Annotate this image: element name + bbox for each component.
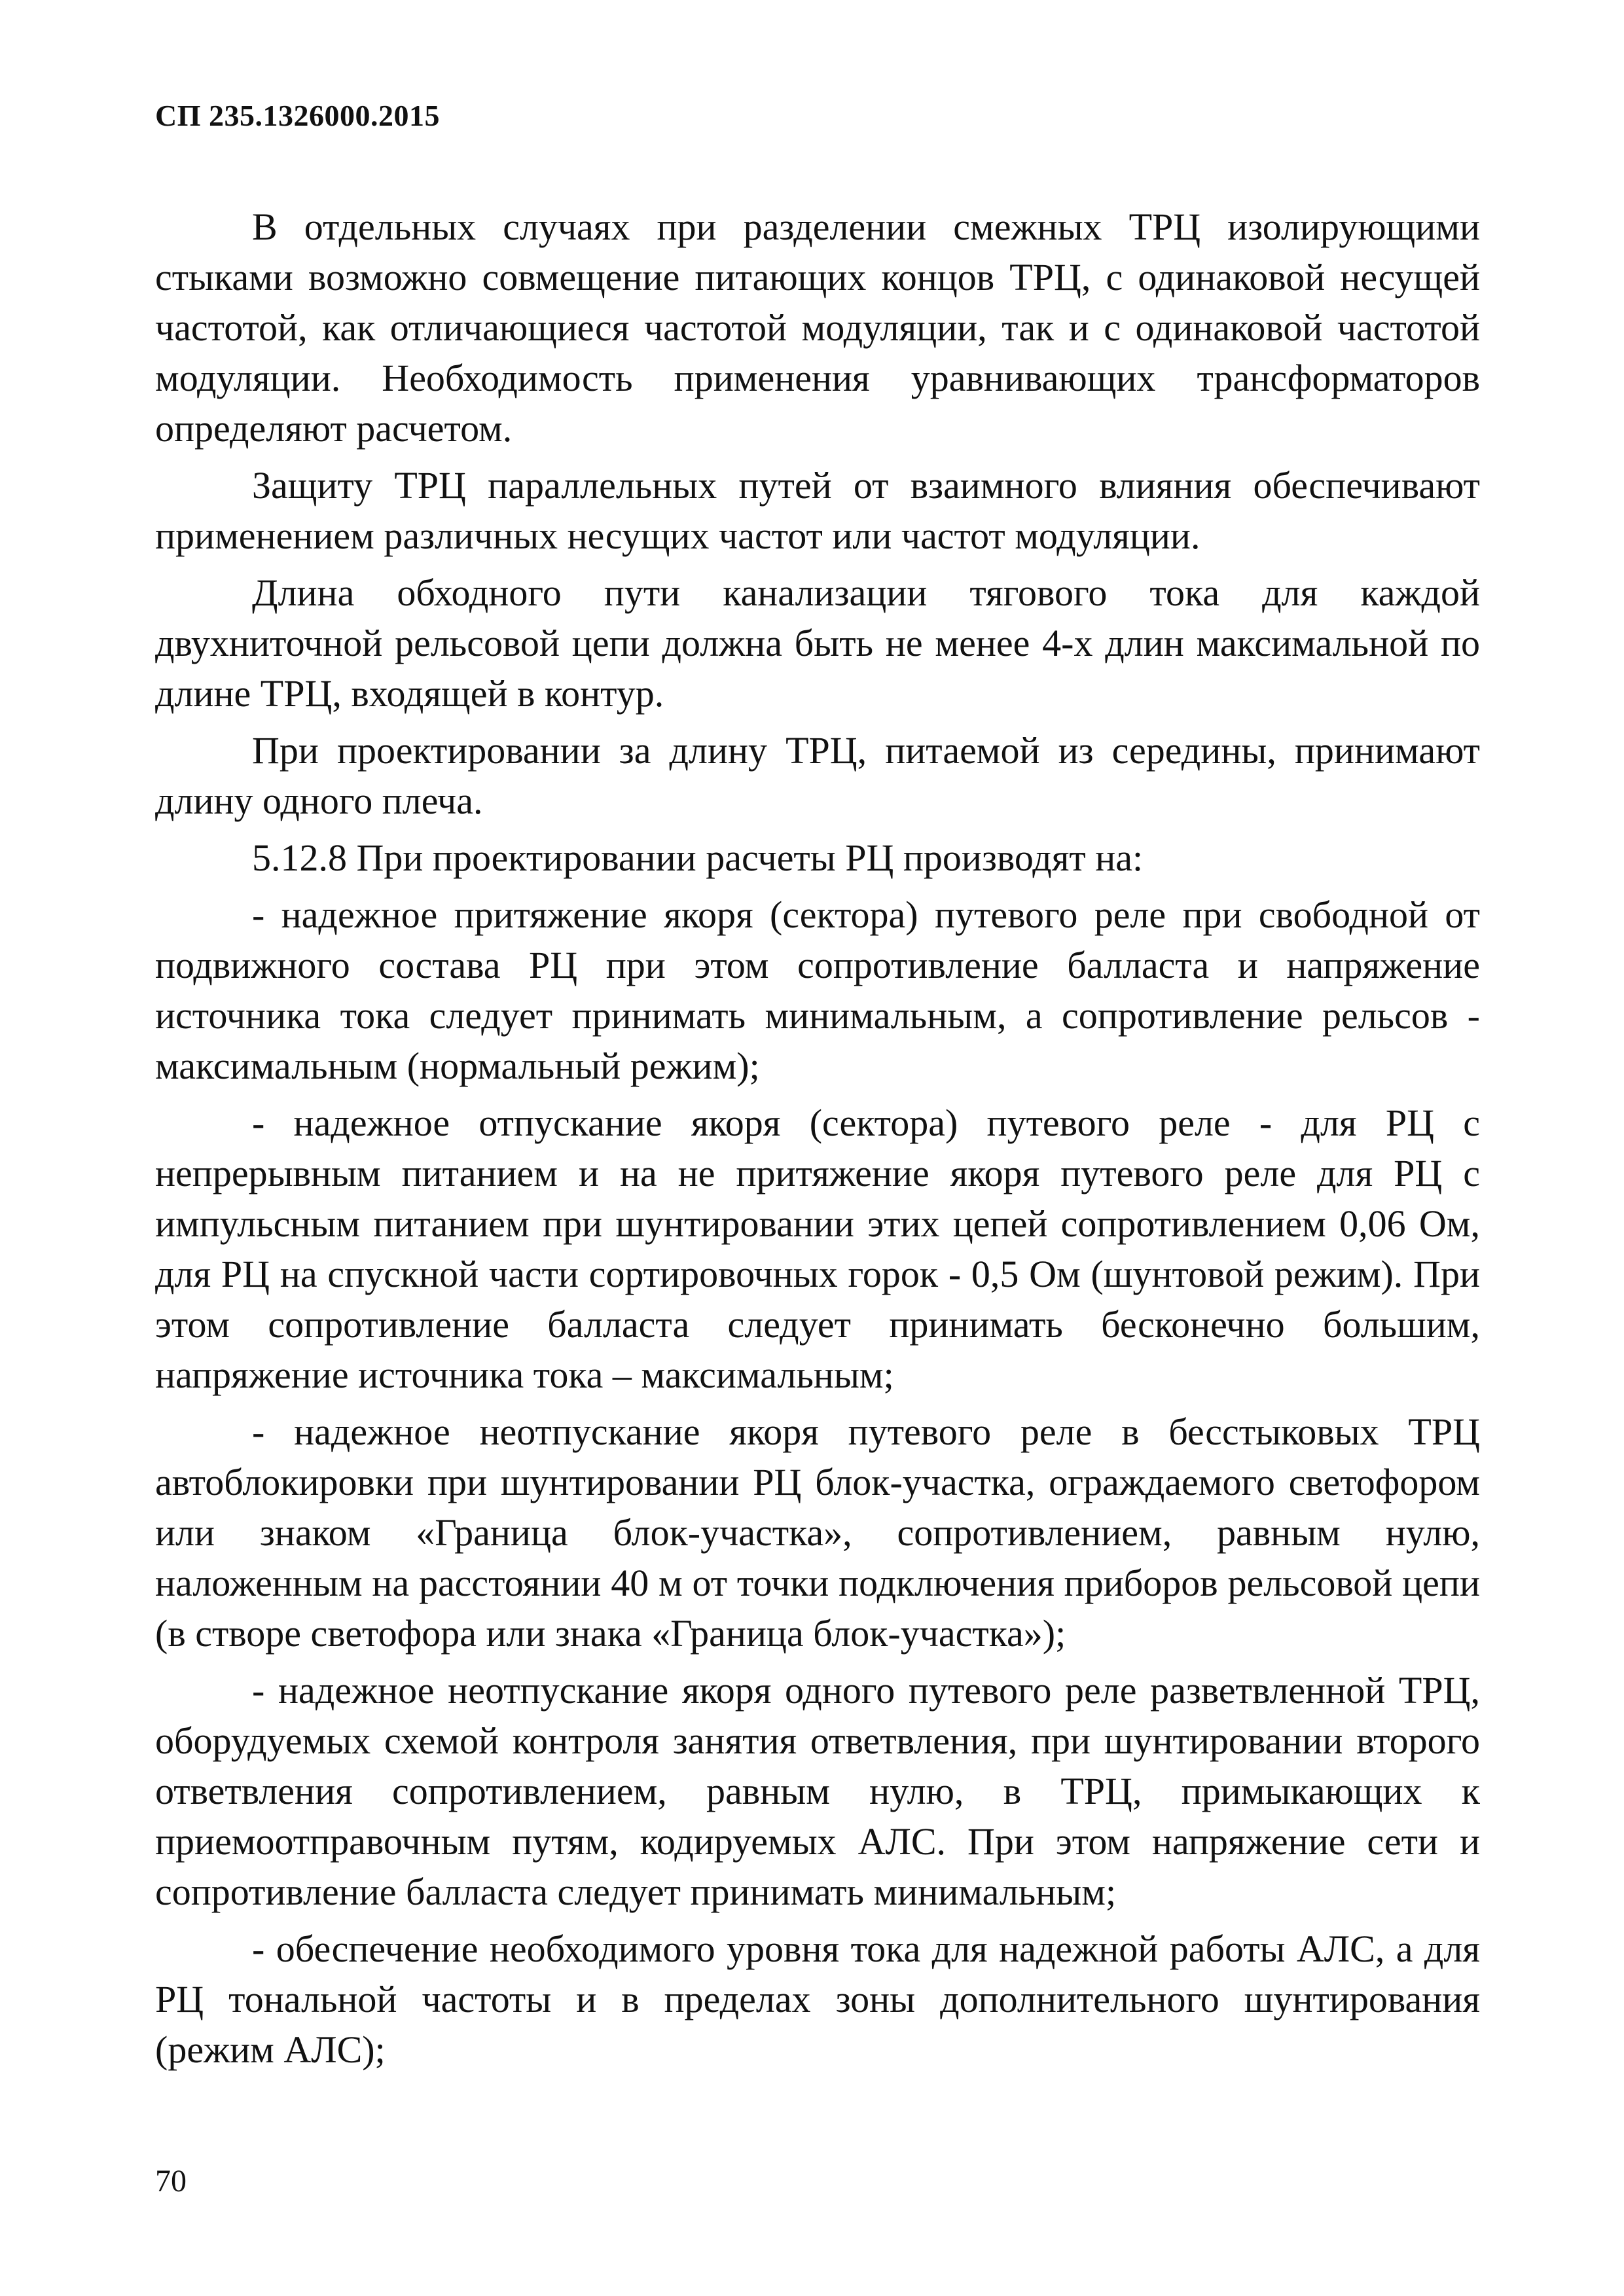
- paragraph-trc-joint-feeding: В отдельных случаях при разделении смежных ТРЦ изолирующими стыками возможно совмещение питающих концов ТРЦ, с одинаковой несущей частотой, как отличающиеся частотой модуляции, так и с одинаковой частотой модуляции. Необходимость применения уравнивающих трансформаторов определяют расчетом.: [155, 206, 1480, 450]
- document-code-header: СП 235.1326000.2015: [155, 99, 440, 132]
- paragraph-parallel-tracks-protection: Защиту ТРЦ параллельных путей от взаимного влияния обеспечивают применением различных несущих частот или частот модуляции.: [155, 464, 1480, 557]
- document-body: [155, 202, 1480, 2081]
- list-item-jointless-trc: - надежное неотпускание якоря путевого реле в бесстыковых ТРЦ автоблокировки при шунтировании РЦ блок-участка, ограждаемого светофором или знаком «Граница блок-участка», сопротивлением, равным нулю, наложенным на расстоянии 40 м от точки подключения приборов рельсовой цепи (в створе светофора или знака «Граница блок-участка»);: [155, 1410, 1480, 1655]
- paragraph-center-fed-length: При проектировании за длину ТРЦ, питаемой из середины, принимают длину одного плеча.: [155, 729, 1480, 822]
- paragraph-section-5-12-8: 5.12.8 При проектировании расчеты РЦ производят на:: [252, 836, 1144, 879]
- list-item-shunt-mode: - надежное отпускание якоря (сектора) путевого реле - для РЦ с непрерывным питанием и на не притяжение якоря путевого реле для РЦ с импульсным питанием при шунтировании этих цепей сопротивлением 0,06 Ом, для РЦ на спускной части сортировочных горок - 0,5 Ом (шунтовой режим). При этом сопротивление балласта следует принимать бесконечно большим, напряжение источника тока – максимальным;: [155, 1102, 1480, 1396]
- paragraph-bypass-path-length: Длина обходного пути канализации тягового тока для каждой двухниточной рельсовой цепи должна быть не менее 4-х длин максимальной по длине ТРЦ, входящей в контур.: [155, 571, 1480, 715]
- list-item-branched-trc: - надежное неотпускание якоря одного путевого реле разветвленной ТРЦ, оборудуемых схемой контроля занятия ответвления, при шунтировании второго ответвления сопротивлением, равным нулю, в ТРЦ, примыкающих к приемоотправочным путям, кодируемых АЛС. При этом напряжение сети и сопротивление балласта следует принимать минимальным;: [155, 1669, 1480, 1913]
- page-number: 70: [155, 2164, 187, 2198]
- list-item-normal-mode: - надежное притяжение якоря (сектора) путевого реле при свободной от подвижного состава РЦ при этом сопротивление балласта и напряжение источника тока следует принимать минимальным, а сопротивление рельсов - максимальным (нормальный режим);: [155, 893, 1480, 1087]
- list-item-als-mode: - обеспечение необходимого уровня тока для надежной работы АЛС, а для РЦ тональной частоты и в пределах зоны дополнительного шунтирования (режим АЛС);: [155, 1928, 1480, 2071]
